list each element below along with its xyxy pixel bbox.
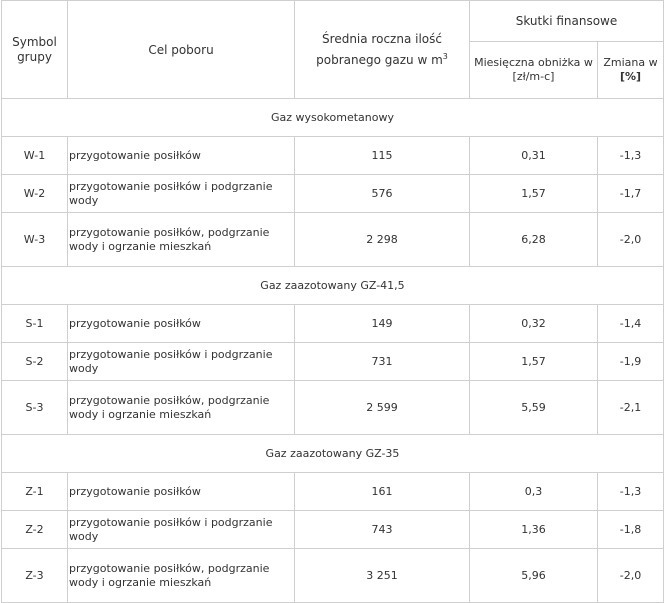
section-title: Gaz wysokometanowy: [2, 99, 664, 137]
cell-monthly: 5,96: [470, 549, 598, 603]
cell-cel: przygotowanie posiłków: [68, 137, 295, 175]
cell-symbol: Z-2: [2, 511, 68, 549]
cell-change: -1,3: [598, 473, 664, 511]
cell-symbol: Z-3: [2, 549, 68, 603]
cell-average: 115: [295, 137, 470, 175]
table-row: [2, 511, 664, 549]
cell-average: 743: [295, 511, 470, 549]
cell-symbol: W-3: [2, 213, 68, 267]
cell-symbol: S-2: [2, 343, 68, 381]
table-row: [2, 175, 664, 213]
cell-monthly: 6,28: [470, 213, 598, 267]
cell-monthly: 0,3: [470, 473, 598, 511]
table-row: [2, 549, 664, 603]
cell-cel: przygotowanie posiłków, podgrzanie wody i ogrzanie mieszkań: [68, 549, 295, 603]
cell-change: -1,9: [598, 343, 664, 381]
table-row: [2, 137, 664, 175]
cell-change: -1,4: [598, 305, 664, 343]
cell-monthly: 0,32: [470, 305, 598, 343]
header-row-top: [2, 1, 664, 42]
section-row: [2, 99, 664, 137]
section-title: Gaz zaazotowany GZ-41,5: [2, 267, 664, 305]
cell-symbol: S-1: [2, 305, 68, 343]
header-change-line2: [%]: [619, 70, 642, 83]
cell-symbol: S-3: [2, 381, 68, 435]
cell-average: 576: [295, 175, 470, 213]
gas-tariff-table: [1, 0, 664, 603]
cell-monthly: 0,31: [470, 137, 598, 175]
header-average-line2: pobranego gazu w m: [316, 52, 443, 67]
header-symbol: Symbol grupy: [2, 1, 68, 99]
cell-monthly: 1,57: [470, 343, 598, 381]
cell-average: 2 599: [295, 381, 470, 435]
cell-change: -2,0: [598, 213, 664, 267]
table-row: [2, 213, 664, 267]
table-header: [2, 1, 664, 99]
cell-cel: przygotowanie posiłków: [68, 305, 295, 343]
table-row: [2, 381, 664, 435]
header-average: [295, 1, 470, 99]
cell-average: 161: [295, 473, 470, 511]
cell-average: 149: [295, 305, 470, 343]
cell-change: -2,0: [598, 549, 664, 603]
cell-symbol: W-1: [2, 137, 68, 175]
cell-cel: przygotowanie posiłków, podgrzanie wody i ogrzanie mieszkań: [68, 213, 295, 267]
section-title: Gaz zaazotowany GZ-35: [2, 435, 664, 473]
cell-change: -2,1: [598, 381, 664, 435]
section-row: [2, 267, 664, 305]
header-monthly: Miesięczna obniżka w [zł/m-c]: [470, 42, 598, 99]
cell-symbol: Z-1: [2, 473, 68, 511]
cell-change: -1,7: [598, 175, 664, 213]
cell-cel: przygotowanie posiłków: [68, 473, 295, 511]
table-body: [2, 99, 664, 603]
table-row: [2, 305, 664, 343]
cell-monthly: 5,59: [470, 381, 598, 435]
cell-monthly: 1,36: [470, 511, 598, 549]
cell-cel: przygotowanie posiłków i podgrzanie wody: [68, 175, 295, 213]
header-cel: Cel poboru: [68, 1, 295, 99]
cell-average: 2 298: [295, 213, 470, 267]
cell-average: 731: [295, 343, 470, 381]
header-average-sup: 3: [442, 51, 448, 61]
cell-monthly: 1,57: [470, 175, 598, 213]
cell-cel: przygotowanie posiłków i podgrzanie wody: [68, 511, 295, 549]
table-row: [2, 473, 664, 511]
header-change: [598, 42, 664, 99]
header-financial: Skutki finansowe: [470, 1, 664, 42]
header-change-line1: Zmiana w: [603, 56, 658, 69]
cell-symbol: W-2: [2, 175, 68, 213]
header-average-line1: Średnia roczna ilość: [322, 31, 442, 46]
cell-cel: przygotowanie posiłków, podgrzanie wody i ogrzanie mieszkań: [68, 381, 295, 435]
cell-cel: przygotowanie posiłków i podgrzanie wody: [68, 343, 295, 381]
table-row: [2, 343, 664, 381]
cell-average: 3 251: [295, 549, 470, 603]
cell-change: -1,8: [598, 511, 664, 549]
section-row: [2, 435, 664, 473]
cell-change: -1,3: [598, 137, 664, 175]
